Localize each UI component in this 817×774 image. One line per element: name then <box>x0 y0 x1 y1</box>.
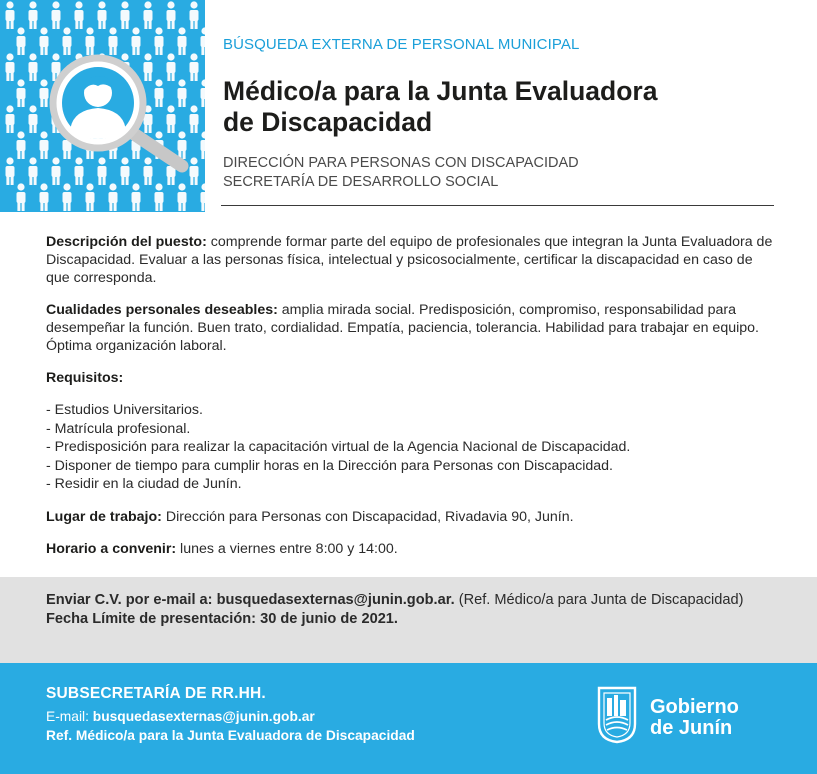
department-line-2: SECRETARÍA DE DESARROLLO SOCIAL <box>223 174 499 190</box>
footer-reference: Ref. Médico/a para la Junta Evaluadora de Discapacidad <box>46 728 415 743</box>
header-divider <box>221 205 774 206</box>
footer-email-line <box>46 709 315 724</box>
people-crowd-icon <box>0 0 205 212</box>
person-figure <box>144 53 153 81</box>
person-figure <box>6 53 15 81</box>
person-figure <box>201 131 206 159</box>
requirements-list <box>46 401 776 494</box>
person-figure <box>201 183 206 211</box>
person-figure <box>190 1 199 29</box>
list-item: - Disponer de tiempo para cumplir horas en la Dirección para Personas con Discapacidad. <box>46 457 613 474</box>
logo-line-2: de Junín <box>650 717 733 739</box>
person-figure <box>75 1 84 29</box>
person-figure <box>6 1 15 29</box>
send-label: Enviar C.V. por e-mail a: <box>46 592 213 608</box>
hero-illustration <box>0 0 205 212</box>
page-title <box>223 76 783 138</box>
list-item: - Predisposición para realizar la capacitación virtual de la Agencia Nacional de Discapacidad. <box>46 439 631 455</box>
application-text <box>46 591 776 629</box>
person-figure <box>178 27 187 55</box>
send-email: busquedasexternas@junin.gob.ar. <box>212 592 455 608</box>
deadline-text: Fecha Límite de presentación: 30 de junio de 2021. <box>46 611 398 627</box>
person-figure <box>29 157 38 185</box>
schedule-label: Horario a convenir: <box>46 540 177 557</box>
person-figure <box>29 1 38 29</box>
person-figure <box>17 183 26 211</box>
footer-title: SUBSECRETARÍA DE RR.HH. <box>46 685 266 702</box>
footer-email-label: E-mail: <box>46 709 89 724</box>
person-figure <box>17 79 26 107</box>
person-figure <box>155 183 164 211</box>
workplace-paragraph <box>46 508 776 526</box>
description-text: comprende formar parte del equipo de profesionales que integran la Junta Evaluadora de Discapacidad. Evaluar a las personas física, intelectual y psicosocialmente, certificar la discapacidad en caso de que corresponda. <box>46 234 773 286</box>
person-figure <box>132 27 141 55</box>
department-line-1: DIRECCIÓN PARA PERSONAS CON DISCAPACIDAD <box>223 155 579 171</box>
qualities-text: amplia mirada social. Predisposición, compromiso, responsabilidad para desempeñar la función. Buen trato, cordialidad. Empatía, paciencia, tolerancia. Habilidad para trabajar en equipo. Óptima organización laboral. <box>46 302 759 354</box>
person-figure <box>132 183 141 211</box>
job-details <box>46 233 776 572</box>
person-figure <box>40 131 49 159</box>
person-figure <box>75 157 84 185</box>
person-figure <box>201 27 206 55</box>
person-figure <box>155 27 164 55</box>
person-figure <box>121 157 130 185</box>
send-reference: (Ref. Médico/a para Junta de Discapacidad) <box>454 592 744 608</box>
title-line-1: Médico/a para la Junta Evaluadora <box>223 76 658 106</box>
person-figure <box>29 105 38 133</box>
person-figure <box>155 79 164 107</box>
person-figure <box>63 27 72 55</box>
requirements-label: Requisitos: <box>46 370 124 386</box>
list-item: - Estudios Universitarios. <box>46 402 203 418</box>
junin-crest-icon <box>596 686 638 744</box>
schedule-paragraph <box>46 540 776 558</box>
department-block <box>223 154 579 192</box>
person-figure <box>86 183 95 211</box>
qualities-label: Cualidades personales deseables: <box>46 302 278 318</box>
title-line-2: de Discapacidad <box>223 107 433 137</box>
person-figure <box>190 105 199 133</box>
person-figure <box>121 1 130 29</box>
person-figure <box>178 79 187 107</box>
logo-wordmark <box>650 697 739 739</box>
person-figure <box>167 1 176 29</box>
requirements-block <box>46 369 776 387</box>
person-figure <box>201 79 206 107</box>
person-figure <box>63 183 72 211</box>
list-item: - Residir en la ciudad de Junín. <box>46 476 242 492</box>
person-figure <box>6 157 15 185</box>
schedule-text: lunes a viernes entre 8:00 y 14:00. <box>176 540 398 557</box>
logo-line-1: Gobierno <box>650 696 739 718</box>
workplace-text: Dirección para Personas con Discapacidad, Rivadavia 90, Junín. <box>161 508 574 525</box>
person-figure <box>167 53 176 81</box>
person-figure <box>190 157 199 185</box>
workplace-label: Lugar de trabajo: <box>46 508 162 525</box>
magnifier-person-icon <box>53 58 182 166</box>
person-figure <box>167 105 176 133</box>
person-figure <box>40 183 49 211</box>
person-figure <box>98 157 107 185</box>
person-figure <box>190 53 199 81</box>
kicker-text: BÚSQUEDA EXTERNA DE PERSONAL MUNICIPAL <box>223 36 580 53</box>
person-figure <box>86 27 95 55</box>
footer-email-link[interactable]: busquedasexternas@junin.gob.ar <box>88 709 315 724</box>
application-band <box>0 577 817 663</box>
description-paragraph <box>46 233 776 287</box>
person-figure <box>109 183 118 211</box>
person-figure <box>40 27 49 55</box>
person-figure <box>144 157 153 185</box>
person-figure <box>144 1 153 29</box>
person-figure <box>40 79 49 107</box>
footer <box>0 663 817 774</box>
person-figure <box>52 1 61 29</box>
person-figure <box>52 157 61 185</box>
person-figure <box>17 27 26 55</box>
person-figure <box>6 105 15 133</box>
person-figure <box>178 131 187 159</box>
qualities-paragraph <box>46 301 776 355</box>
person-figure <box>109 27 118 55</box>
person-figure <box>29 53 38 81</box>
description-label: Descripción del puesto: <box>46 234 207 250</box>
person-figure <box>17 131 26 159</box>
person-figure <box>178 183 187 211</box>
person-figure <box>98 1 107 29</box>
list-item: - Matrícula profesional. <box>46 420 191 437</box>
